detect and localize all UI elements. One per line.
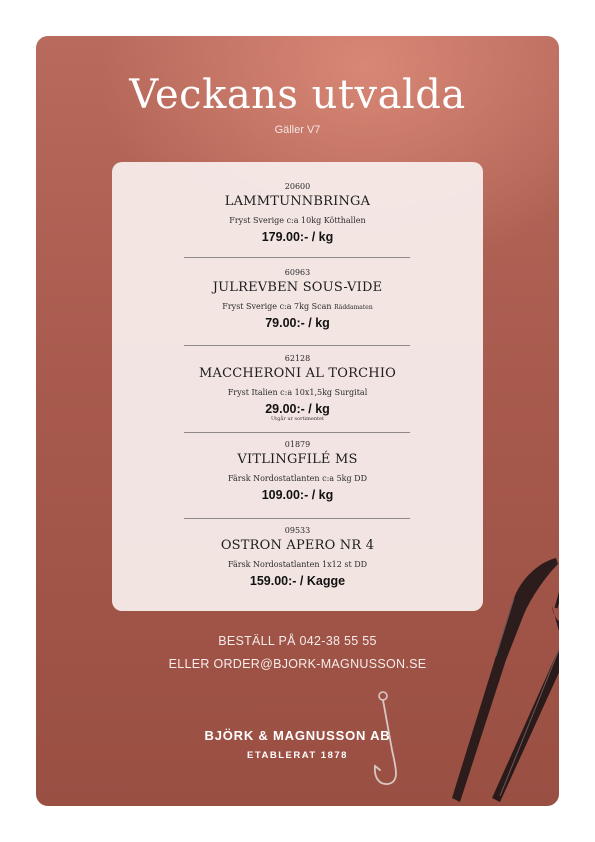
contact-phone: BESTÄLL PÅ 042-38 55 55 — [218, 634, 377, 648]
contact-email: ELLER ORDER@BJORK-MAGNUSSON.SE — [168, 657, 427, 671]
product-name: OSTRON APERO NR 4 — [220, 538, 375, 553]
product-item — [112, 354, 483, 422]
divider — [184, 518, 410, 519]
product-description: Färsk Nordostatlanten c:a 5kg DD — [227, 474, 368, 483]
page-title: Veckans utvalda — [129, 72, 466, 118]
product-price: 109.00:- / kg — [261, 488, 334, 502]
divider — [184, 257, 410, 258]
product-description: Fryst Sverige c:a 7kg Scan Räddamaten — [222, 302, 373, 311]
product-price: 29.00:- / kg — [265, 402, 330, 416]
brand-name: BJÖRK & MAGNUSSON AB — [204, 728, 391, 743]
product-description-supplier: Räddamaten — [334, 304, 373, 311]
product-note: Utgår ur sortimentet — [270, 416, 325, 422]
product-item — [112, 182, 483, 244]
product-item — [112, 268, 483, 330]
divider — [184, 345, 410, 346]
product-code: 60963 — [284, 268, 311, 277]
product-description: Fryst Sverige c:a 10kg Kötthallen — [229, 216, 366, 225]
product-name: VITLINGFILÉ MS — [237, 452, 358, 467]
divider — [184, 432, 410, 433]
brand-established: ETABLERAT 1878 — [247, 750, 348, 761]
product-code: 09533 — [284, 526, 311, 535]
product-code: 62128 — [284, 354, 311, 363]
product-price: 179.00:- / kg — [261, 230, 334, 244]
knife-fork-icon — [396, 536, 559, 806]
product-item — [112, 440, 483, 502]
product-description: Färsk Nordostatlanten 1x12 st DD — [227, 560, 368, 569]
product-price: 79.00:- / kg — [265, 316, 330, 330]
product-name: JULREVBEN SOUS-VIDE — [212, 280, 383, 295]
product-description: Fryst Italien c:a 10x1,5kg Surgital — [227, 388, 368, 397]
offer-poster — [36, 36, 559, 806]
product-code: 01879 — [284, 440, 311, 449]
page-subtitle: Gäller V7 — [274, 124, 321, 136]
product-name: MACCHERONI AL TORCHIO — [198, 366, 397, 381]
product-code: 20600 — [284, 182, 311, 191]
product-price: 159.00:- / Kagge — [249, 574, 346, 588]
product-name: LAMMTUNNBRINGA — [224, 194, 371, 209]
